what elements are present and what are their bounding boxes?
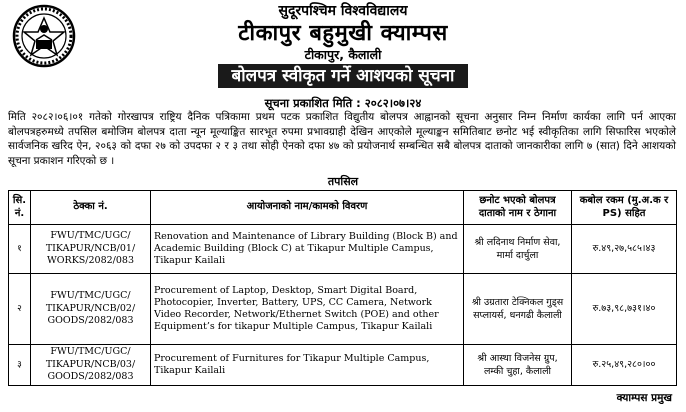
table-row: [9, 345, 677, 386]
university-name: सुदूरपश्चिम विश्वविद्यालय: [278, 3, 408, 19]
row-bidder: श्री उग्रतारा टेक्निकल गुड्स सप्लायर्स, धनगढी कैलाली: [464, 274, 572, 345]
bid-table: [8, 190, 677, 386]
row-bidder: श्री आस्था विजनेस ग्रुप, लम्की चुहा, कैलाली: [464, 345, 572, 386]
table-header-row: [9, 191, 677, 225]
row-contract-no: FWU/TMC/UGC/ TIKAPUR/NCB/03/ GOODS/2082/083: [31, 345, 151, 386]
header-contract: ठेक्का नं.: [31, 191, 151, 225]
notice-header: [0, 2, 686, 88]
notice-body: मिति २०८२।०६।०१ गतेको गोरखापत्र राष्ट्रिय दैनिक पत्रिकामा प्रथम पटक प्रकाशित विद्युतीय बोलपत्र आह्वानको सूचना अनुसार निम्न निर्माण कार्यका लागि पर्न आएका बोलपत्रहरुमध्ये तपसिल बमोजिम बोलपत्र दाता न्यून मूल्याङ्कित सारभूत रुपमा प्रभावग्राही देखिन आएकोले मूल्याङ्कन समितिबाट छनोट भई स्वीकृतिका लागि सिफारिस भएकोले सार्वजनिक खरिद ऐन, २०६३ को दफा २७ को उपदफा २ र ३ तथा सोही ऐनको दफा ४७ को प्रयोजनार्थ सम्बन्धित सबै बोलपत्र दाताको जानकारीका लागि ७ (सात) दिने आशयको सूचना प्रकाशन गरिएको छ ।: [8, 111, 676, 167]
row-contract-no: FWU/TMC/UGC/ TIKAPUR/NCB/02/ GOODS/2082/083: [31, 274, 151, 345]
table-caption: तपसिल: [327, 175, 359, 188]
header-project-name: आयोजनाको नाम/कामको विवरण: [151, 191, 464, 225]
header-sn: सि. नं.: [9, 191, 31, 225]
row-sn: ३: [9, 345, 31, 386]
row-project-name: Procurement of Furnitures for Tikapur Multiple Campus, Tikapur Kailali: [151, 345, 464, 386]
header-amount: कबोल रकम (मु.अ.क र PS) सहित: [572, 191, 677, 225]
publish-date: सूचना प्रकाशित मिति : २०८२।०७।२४: [264, 96, 422, 110]
row-project-name: Renovation and Maintenance of Library Building (Block B) and Academic Building (Block C) at Tikapur Multiple Campus, Tikapur Kailali: [151, 225, 464, 274]
campus-location: टीकापुर, कैलाली: [304, 47, 382, 62]
notice-title: बोलपत्र स्वीकृत गर्ने आशयको सूचना: [218, 64, 469, 88]
row-amount: रु.७३,९८,७३१।४०: [572, 274, 677, 345]
header-bidder: छनोट भएको बोलपत्र दाताको नाम र ठेगाना: [464, 191, 572, 225]
table-row: [9, 225, 677, 274]
row-amount: रु.२५,४९,२८०।००: [572, 345, 677, 386]
row-sn: १: [9, 225, 31, 274]
row-project-name: Procurement of Laptop, Desktop, Smart Digital Board, Photocopier, Inverter, Battery, UPS, CC Camera, Network Video Recorder, Network/Ethernet Switch (POE) and other Equipment’s for tikapur Multiple Campus, Tikapur Kailali: [151, 274, 464, 345]
signature-campus-chief: क्याम्पस प्रमुख: [616, 392, 672, 404]
campus-name: टीकापुर बहुमुखी क्याम्पस: [238, 21, 448, 46]
row-amount: रु.४९,२७,५८५।४३: [572, 225, 677, 274]
row-contract-no: FWU/TMC/UGC/ TIKAPUR/NCB/01/ WORKS/2082/083: [31, 225, 151, 274]
row-bidder: श्री लदिनाथ निर्माण सेवा, मार्मा दार्चुला: [464, 225, 572, 274]
row-sn: २: [9, 274, 31, 345]
table-row: [9, 274, 677, 345]
